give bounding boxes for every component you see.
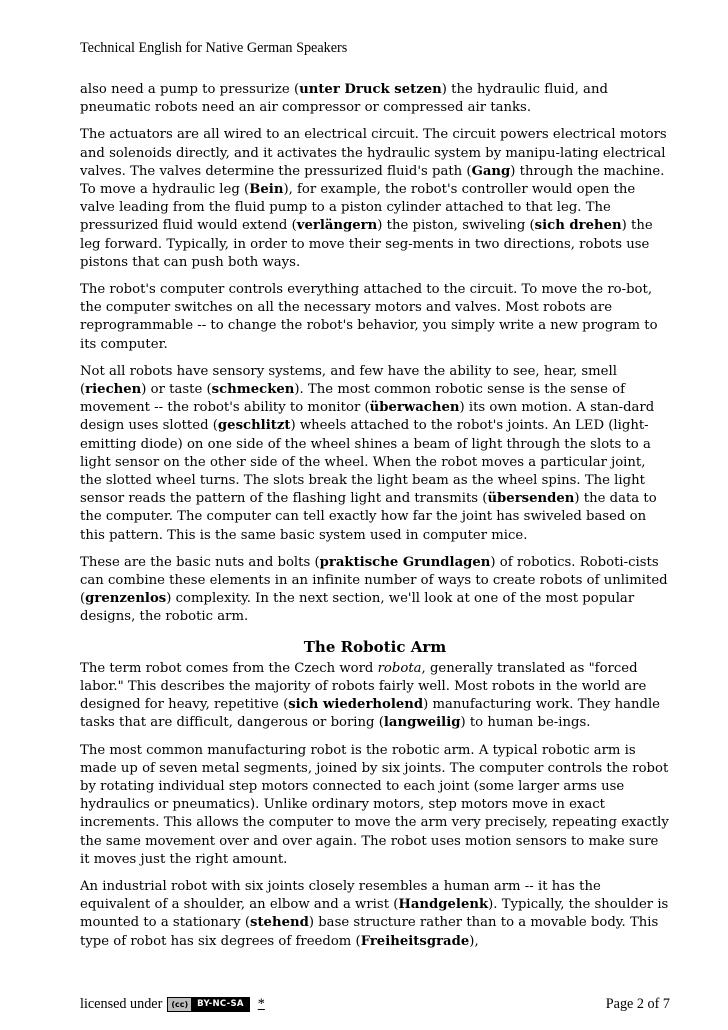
german-term: verlängern xyxy=(296,218,378,234)
german-term: grenzenlos xyxy=(85,591,167,607)
paragraph-7 xyxy=(80,742,670,869)
text: ) its own motion. A stan-dard design uses slotted ( xyxy=(80,400,655,434)
text: The actuators are all wired to an electrical circuit. The circuit powers electrical motors and solenoids directly, and it activates the hydraulic system by manipu-lating electrical valves. The valves determine the pressurized fluid's path ( xyxy=(80,127,667,179)
german-term: Freiheitsgrade xyxy=(360,933,470,949)
text: ) through the machine. To move a hydraulic leg ( xyxy=(80,163,665,198)
text: ). The most common robotic sense is the sense of movement -- the robot's ability to monitor ( xyxy=(80,382,625,416)
german-term: übersenden xyxy=(487,491,575,507)
german-term: langweilig xyxy=(383,715,461,731)
german-term: praktische Grundlagen xyxy=(319,554,491,570)
paragraph-4 xyxy=(80,363,670,545)
german-term: überwachen xyxy=(369,400,460,416)
text: ) manufacturing work. They handle tasks that are difficult, dangerous or boring ( xyxy=(80,697,661,731)
document-body xyxy=(80,81,670,960)
paragraph-3 xyxy=(80,281,670,354)
license-notice xyxy=(80,996,265,1013)
text: Not all robots have sensory systems, and few have the ability to see, hear, smell ( xyxy=(80,363,617,398)
paragraph-6 xyxy=(80,660,670,733)
text: An industrial robot with six joints closely resembles a human arm -- it has the equivalent of a shoulder, an elbow and a wrist ( xyxy=(80,878,601,913)
footnote-link[interactable]: * xyxy=(257,996,265,1012)
text: ) base structure rather than to a movable body. This type of robot has six degrees of freedom ( xyxy=(80,915,659,949)
text: ), xyxy=(469,933,479,949)
text: ) the hydraulic fluid, and pneumatic robots need an air compressor or compressed air tanks. xyxy=(80,82,608,116)
text: ) complexity. In the next section, we'll look at one of the most popular designs, the robotic arm. xyxy=(80,591,635,625)
text: ) or taste ( xyxy=(141,382,212,398)
cc-license-badge-icon[interactable] xyxy=(167,997,249,1012)
german-term: schmecken xyxy=(211,382,295,398)
cc-license-text: BY-NC-SA xyxy=(192,998,249,1011)
page-footer xyxy=(80,996,670,1016)
text: ) the leg forward. Typically, in order to move their seg-ments in two directions, robots use pistons that can push both ways. xyxy=(80,218,653,270)
text: ) the data to the computer. The computer can tell exactly how far the joint has swiveled based on this pattern. This is the same basic system used in computer mice. xyxy=(80,491,657,543)
german-term: sich wiederholend xyxy=(288,697,424,713)
text: also need a pump to pressurize ( xyxy=(80,82,300,97)
paragraph-1 xyxy=(80,81,670,117)
german-term: Gang xyxy=(471,163,511,179)
text: These are the basic nuts and bolts ( xyxy=(80,554,320,570)
german-term: unter Druck setzen xyxy=(299,82,442,97)
text: ) the piston, swiveling ( xyxy=(377,218,535,234)
document-title: Technical English for Native German Speakers xyxy=(80,40,348,56)
german-term: sich drehen xyxy=(534,218,622,234)
paragraph-8 xyxy=(80,878,670,951)
text: , generally translated as "forced labor." This describes the majority of robots fairly well. Most robots in the world are designed for heavy, repetitive ( xyxy=(80,660,647,713)
text: The most common manufacturing robot is the robotic arm. A typical robotic arm is made up of seven metal segments, joined by six joints. The computer controls the robot by rotating individual step motors connected to each joint (some larger arms use hydraulics or pneumatics). Unlike ordinary motors, step motors move in exact increments. This allows the computer to move the arm very precisely, repeating exactly the same movement over and over again. The robot uses motion sensors to make sure it moves just the right amount. xyxy=(80,742,669,867)
german-term: stehend xyxy=(250,915,309,931)
paragraph-5 xyxy=(80,554,670,627)
paragraph-2 xyxy=(80,126,670,272)
german-term: Handgelenk xyxy=(398,897,489,913)
page-number: Page 2 of 7 xyxy=(605,996,670,1012)
text: ) to human be-ings. xyxy=(460,715,591,731)
text: ) of robotics. Roboti-cists can combine these elements in an infinite number of ways to create robots of unlimited ( xyxy=(80,554,668,607)
german-term: geschlitzt xyxy=(217,418,291,434)
cc-icon: (cc) xyxy=(168,998,192,1011)
text: ). Typically, the shoulder is mounted to a stationary ( xyxy=(80,897,669,931)
german-term: riechen xyxy=(85,382,142,398)
license-label: licensed under xyxy=(80,996,163,1012)
foreign-word: robota xyxy=(377,660,422,676)
german-term: Bein xyxy=(249,182,284,198)
page-header xyxy=(80,40,347,57)
text: ) wheels attached to the robot's joints. An LED (light-emitting diode) on one side of the wheel shines a beam of light through the slots to a light sensor on the other side of the wheel. When the robot moves a particular joint, the slotted wheel turns. The slots break the light beam as the wheel spins. The light sensor reads the pattern of the flashing light and transmits ( xyxy=(80,418,651,507)
text: ), for example, the robot's controller would open the valve leading from the fluid pump to a piston cylinder attached to that leg. The pressurized fluid would extend ( xyxy=(80,182,636,234)
text: The robot's computer controls everything attached to the circuit. To move the ro-bot, the computer switches on all the necessary motors and valves. Most robots are reprogrammable -- to change the robot's behavior, you simply write a new program to its computer. xyxy=(80,282,658,352)
text: The term robot comes from the Czech word xyxy=(80,660,378,676)
section-heading: The Robotic Arm xyxy=(303,637,447,656)
